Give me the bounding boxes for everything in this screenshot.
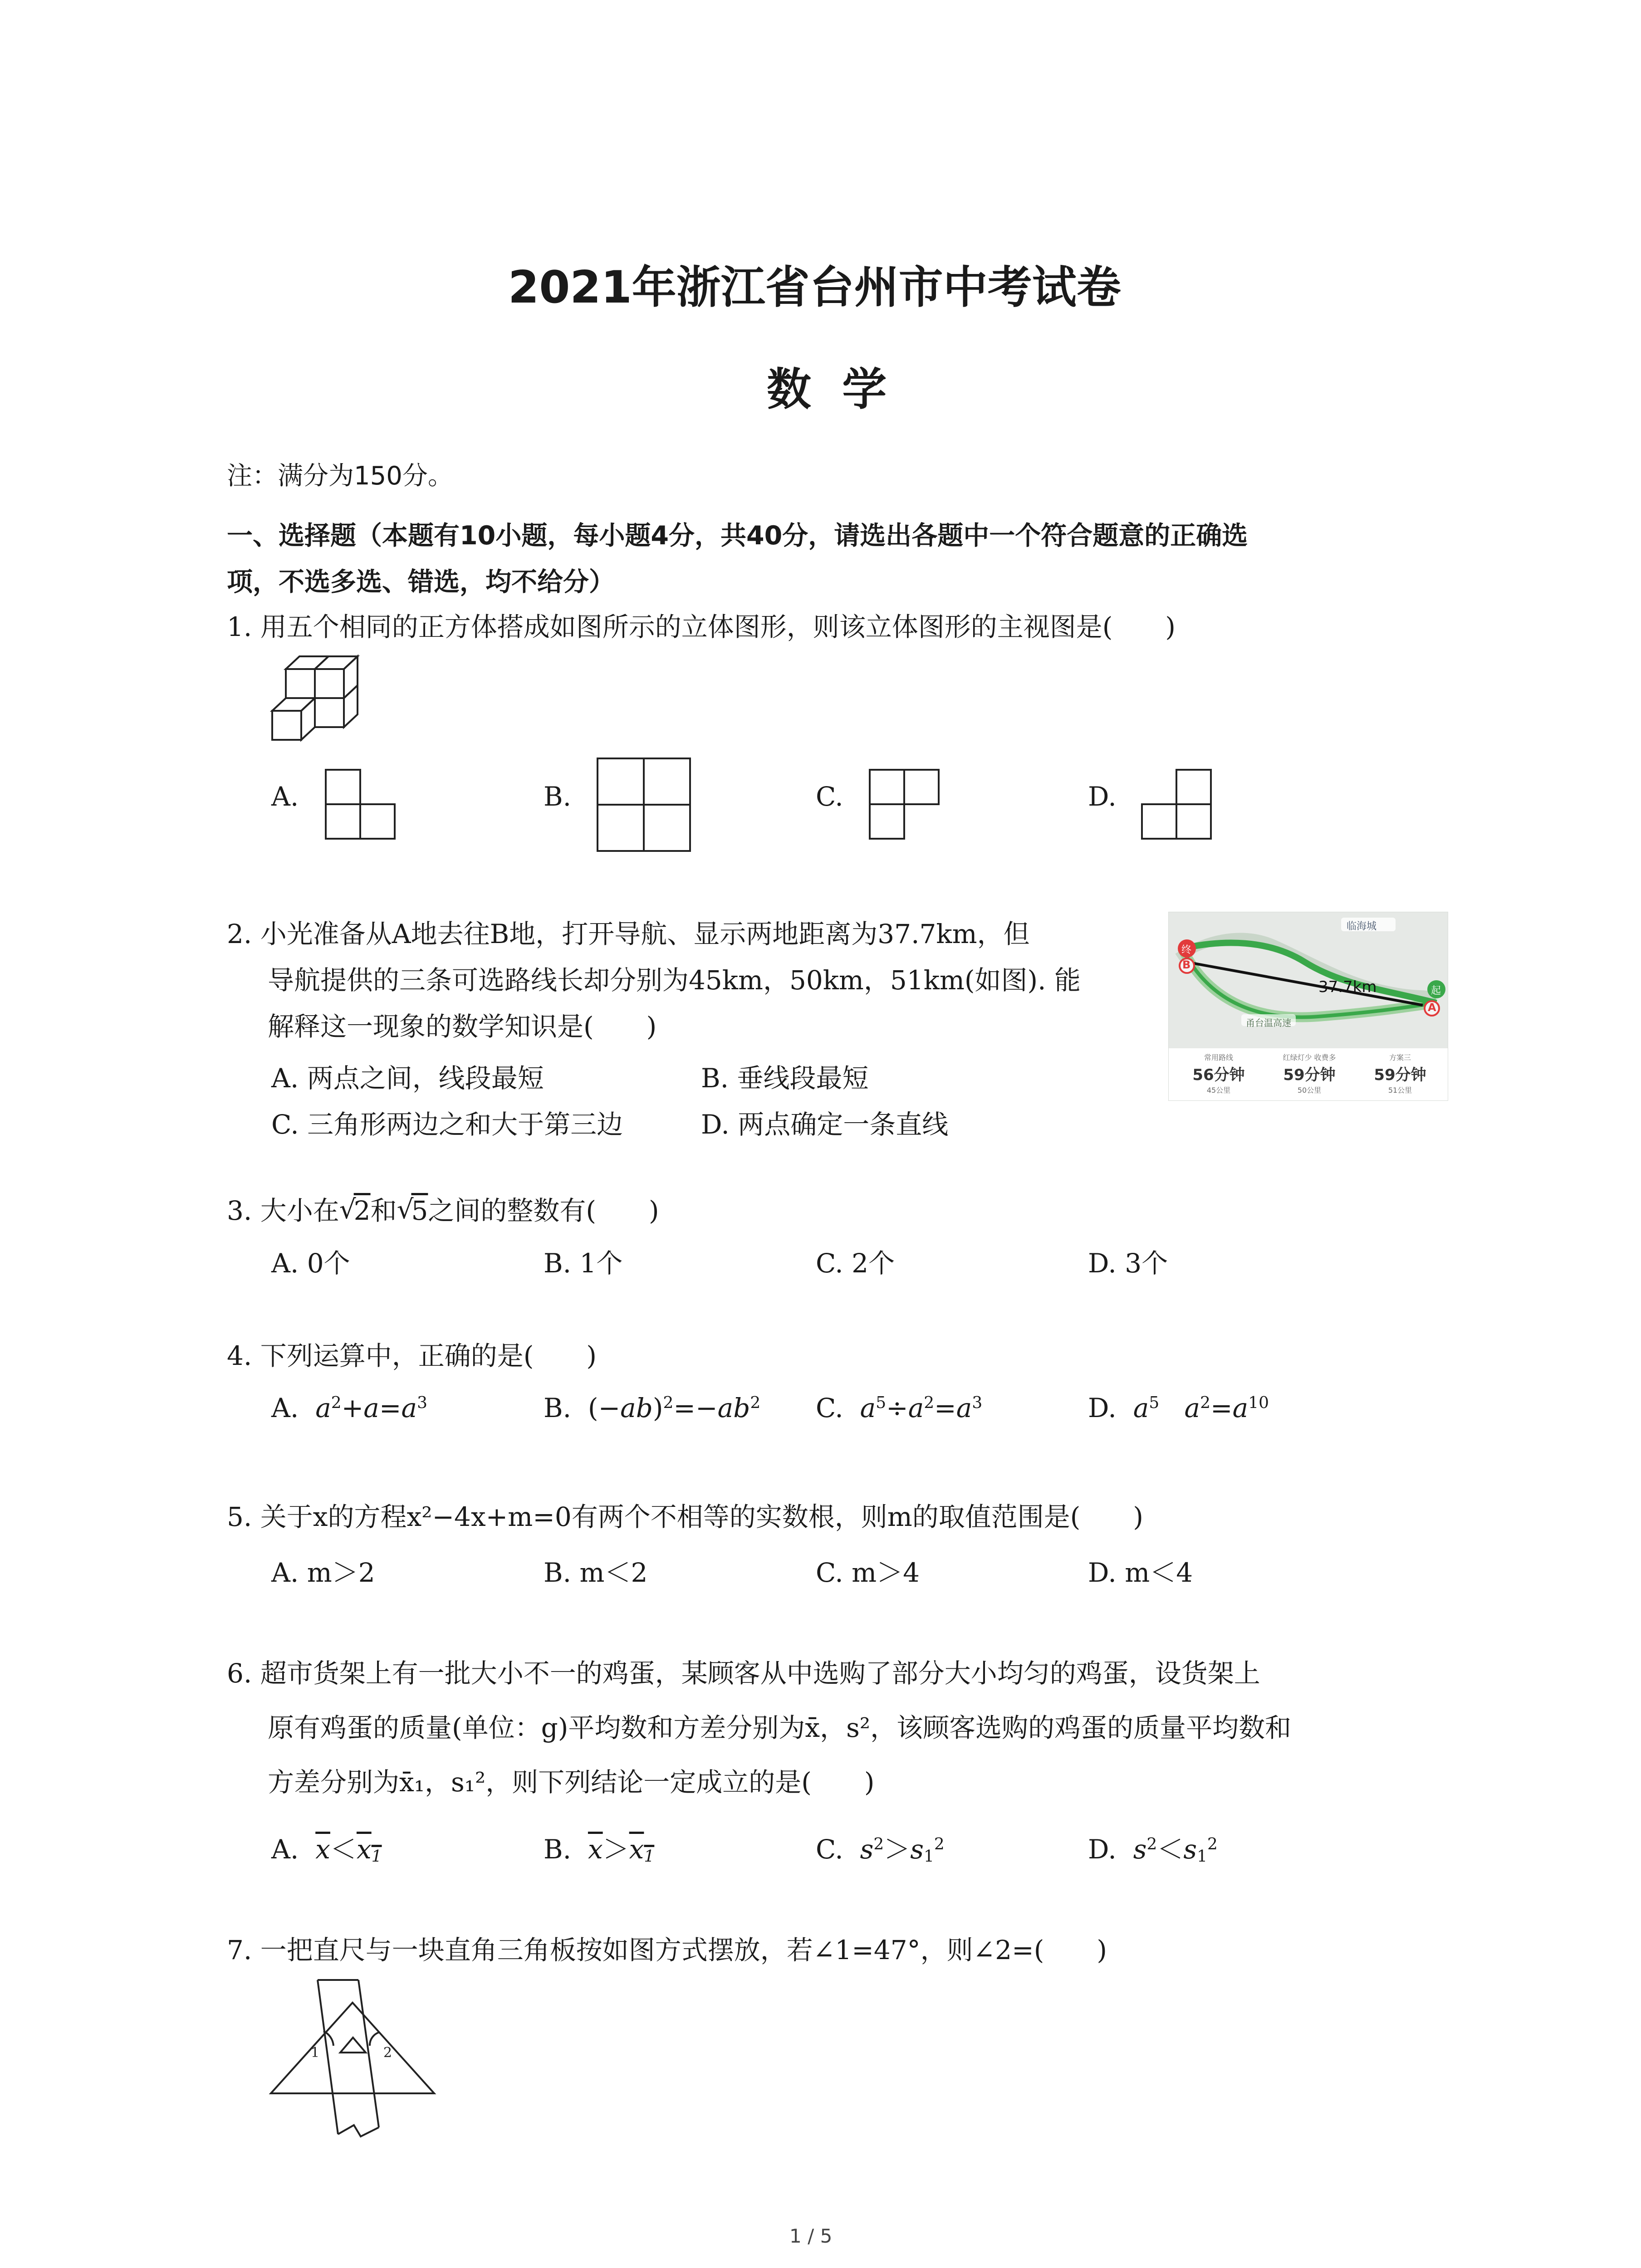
q3-radical-2: √ 5 — [397, 1194, 428, 1226]
q4-option-a-label: A. — [271, 1393, 299, 1423]
q4-option-b[interactable]: B. $(-ab)^2=-ab^2$ — [544, 1393, 761, 1423]
q3-radical-1: √ 2 — [339, 1194, 371, 1226]
q1-option-c-figure[interactable] — [869, 769, 941, 841]
exam-title: 2021年浙江省台州市中考试卷 — [508, 262, 1121, 313]
question-7-text: 7. 一把直尺与一块直角三角板按如图方式摆放，若∠1=47°，则∠2=( ) — [227, 1935, 1107, 1965]
q1-option-b-label[interactable]: B. — [544, 781, 572, 812]
q4-option-d[interactable]: D. $a^5$ $a^2=a^{10}$ — [1088, 1393, 1269, 1423]
section-heading-line2: 项，不选多选、错选，均不给分） — [227, 567, 615, 597]
question-4-text: 4. 下列运算中，正确的是( ) — [227, 1340, 597, 1371]
score-note: 注：满分为150分。 — [227, 461, 453, 491]
q3-option-b[interactable]: B. 1个 — [544, 1248, 623, 1279]
question-3-text — [227, 1195, 659, 1227]
route-1-dist: 45公里 — [1206, 1086, 1231, 1095]
subject-title: 数 学 — [767, 364, 887, 415]
q6-option-b[interactable]: B. $\overline{x}>x_1$ — [544, 1834, 655, 1866]
q2-option-b[interactable]: B. 垂线段最短 — [701, 1063, 869, 1094]
section-heading-line1: 一、选择题（本题有10小题，每小题4分，共40分，请选出各题中一个符合题意的正确选 — [227, 521, 1248, 551]
q3-option-a[interactable]: A. 0个 — [271, 1248, 350, 1279]
q3-option-d[interactable]: D. 3个 — [1088, 1248, 1168, 1279]
angle-2-label: 2 — [383, 2045, 392, 2061]
route-1-tag: 常用路线 — [1204, 1053, 1233, 1062]
q1-option-a-label[interactable]: A. — [271, 781, 299, 812]
q2-option-a[interactable]: A. 两点之间，线段最短 — [271, 1063, 544, 1094]
question-5-text: 5. 关于x的方程x²−4x+m=0有两个不相等的实数根，则m的取值范围是( ) — [227, 1501, 1144, 1532]
map-distance-label: 37.7km — [1318, 978, 1377, 996]
q5-option-d[interactable]: D. m＜4 — [1088, 1557, 1193, 1588]
route-1-time: 56分钟 — [1192, 1066, 1245, 1084]
q1-option-c-label[interactable]: C. — [816, 781, 843, 812]
route-2-tag: 红绿灯少 收费多 — [1283, 1053, 1336, 1062]
route-2-time: 59分钟 — [1283, 1066, 1336, 1084]
q6-option-d-label: D. — [1088, 1834, 1117, 1865]
q3-option-c[interactable]: C. 2个 — [816, 1248, 895, 1279]
q5-option-c[interactable]: C. m＞4 — [816, 1557, 920, 1588]
q6-option-c[interactable]: C. $s^2>s_1^2$ — [816, 1834, 945, 1866]
map-route-drawing — [1169, 912, 1448, 1048]
q1-option-b-figure[interactable] — [597, 758, 692, 853]
route-option-2[interactable] — [1266, 1052, 1352, 1095]
map-road-label: 甬台温高速 — [1246, 1017, 1291, 1028]
q2-option-d[interactable]: D. 两点确定一条直线 — [701, 1109, 949, 1140]
q4-option-b-label: B. — [544, 1393, 572, 1423]
map-route-panel — [1169, 1048, 1448, 1100]
q3-mid: 和 — [370, 1195, 397, 1226]
map-end-label: 终 — [1181, 944, 1192, 956]
route-option-1[interactable] — [1178, 1052, 1259, 1095]
question-2-line2: 导航提供的三条可选路线长却分别为45km，50km，51km(如图). 能 — [268, 965, 1081, 996]
q6-option-c-label: C. — [816, 1834, 843, 1865]
map-point-b: B — [1182, 958, 1191, 971]
q1-option-a-figure[interactable] — [325, 769, 397, 841]
angle-1-label: 1 — [311, 2045, 320, 2061]
navigation-map-figure — [1168, 912, 1448, 1101]
q5-option-a[interactable]: A. m＞2 — [271, 1557, 375, 1588]
q4-option-c-label: C. — [816, 1393, 843, 1423]
route-option-3[interactable] — [1359, 1052, 1441, 1095]
route-3-time: 59分钟 — [1374, 1066, 1426, 1084]
question-2-line1: 2. 小光准备从A地去往B地，打开导航、显示两地距离为37.7km，但 — [227, 919, 1030, 949]
q4-option-d-label: D. — [1088, 1393, 1117, 1423]
q3-suffix: 之间的整数有( ) — [428, 1195, 659, 1226]
question-6-line2: 原有鸡蛋的质量(单位：g)平均数和方差分别为x̄，s²，该顾客选购的鸡蛋的质量平均数和 — [268, 1712, 1292, 1743]
map-place-label: 临海城 — [1347, 921, 1377, 932]
q6-option-b-label: B. — [544, 1834, 572, 1865]
q3-radicand-1: 2 — [353, 1195, 371, 1226]
q5-option-b[interactable]: B. m＜2 — [544, 1557, 648, 1588]
page-number: 1 / 5 — [789, 2225, 833, 2247]
q7-ruler-triangle-figure — [270, 1978, 438, 2141]
map-start-label: 起 — [1431, 985, 1441, 997]
q6-option-a[interactable]: A. $\overline{x}<x_1$ — [271, 1834, 382, 1866]
q6-option-a-label: A. — [271, 1834, 299, 1865]
q4-option-a[interactable]: A. $a^2+a=a^3$ — [271, 1393, 427, 1423]
map-point-a: A — [1428, 1001, 1436, 1014]
q1-option-d-figure[interactable] — [1141, 769, 1214, 841]
route-2-dist: 50公里 — [1297, 1086, 1322, 1095]
route-3-tag: 方案三 — [1389, 1053, 1411, 1062]
question-2-line3: 解释这一现象的数学知识是( ) — [268, 1011, 657, 1042]
q4-option-c[interactable]: C. $a^5\div a^2=a^3$ — [816, 1393, 983, 1423]
question-6-line1: 6. 超市货架上有一批大小不一的鸡蛋，某顾客从中选购了部分大小均匀的鸡蛋，设货架上 — [227, 1658, 1260, 1689]
question-1-text: 1. 用五个相同的正方体搭成如图所示的立体图形，则该立体图形的主视图是( ) — [227, 611, 1176, 642]
question-6-line3: 方差分别为x̄₁，s₁²，则下列结论一定成立的是( ) — [268, 1767, 875, 1798]
q1-option-d-label[interactable]: D. — [1088, 781, 1117, 812]
q3-prefix: 3. 大小在 — [227, 1195, 339, 1226]
q6-option-d[interactable]: D. $s^2<s_1^2$ — [1088, 1834, 1218, 1866]
q1-3d-cubes-figure — [271, 655, 376, 755]
q3-radicand-2: 5 — [411, 1195, 428, 1226]
route-3-dist: 51公里 — [1388, 1086, 1412, 1095]
q2-option-c[interactable]: C. 三角形两边之和大于第三边 — [271, 1109, 623, 1140]
